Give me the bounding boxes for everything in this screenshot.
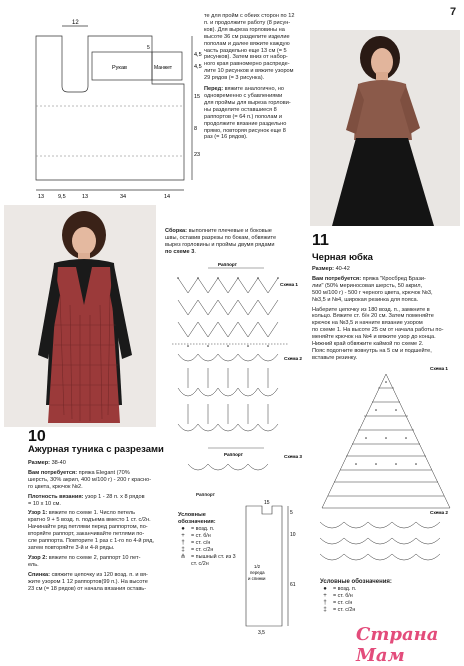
right-label-4: 8: [194, 126, 198, 132]
pattern1-text: вторяйте раппорт, заканчивайте петлями по-: [28, 531, 145, 538]
bottom-label-3: 13: [82, 194, 89, 200]
right-label-2: 4,5: [194, 64, 202, 70]
legend-label: = ст. с/2н: [191, 547, 214, 553]
pattern1-label: Узор 1:: [28, 510, 48, 517]
schematic-label-5: 5: [147, 45, 150, 51]
double-crochet-icon: †: [181, 540, 185, 546]
back-text: жите узором 1 12 раппортов(99 п.). На высоте: [28, 578, 148, 585]
legend-item: [320, 607, 440, 614]
tunic-chart-svg: [168, 258, 308, 484]
size-label: Размер:: [28, 460, 51, 466]
scheme1-label: Схема 1: [280, 282, 298, 287]
skirt-num-5: 5: [290, 510, 293, 516]
legend-title: обозначения:: [178, 519, 216, 525]
instruction-text: вставьте резинку.: [312, 354, 358, 361]
legend-right: [320, 578, 440, 614]
rapport3-label: Раппорт: [196, 492, 215, 497]
materials-text: 500 м/100 г) - 500 г черного цвета, крючок №3,: [312, 289, 433, 296]
rapport-top-label: Раппорт: [218, 262, 237, 267]
skirt-num-61: 61: [290, 582, 296, 588]
size-value: 38-40: [50, 460, 66, 466]
intro-line: часть раздельно еще 13 см (= 5: [204, 47, 287, 54]
assembly-text: выполните плечевые и боковые: [187, 228, 272, 234]
assembly-section: [165, 228, 303, 256]
legend-label: ст. с/2н: [191, 561, 209, 567]
single-crochet-icon: +: [181, 533, 185, 539]
treble-crochet-icon: ‡: [181, 547, 185, 553]
project11-body: [312, 266, 458, 362]
legend-label: = ст. с/н: [191, 540, 211, 546]
intro-column: [204, 13, 308, 141]
tunic-model-photo: [4, 205, 156, 427]
materials-text: №3,5 и №4, широкая резинка для пояса.: [312, 296, 419, 303]
skirt-chart-svg: [312, 362, 460, 572]
intro-line: ного края равномерно распреде-: [204, 61, 290, 68]
skirt-bottom-num: 3,5: [258, 630, 265, 636]
gauge-line: [28, 494, 162, 501]
project11-title: Черная юбка: [312, 252, 373, 263]
tunic-photo-svg: [4, 205, 156, 427]
instruction-text: крючок на №3,5 и начните вязание узором: [312, 320, 423, 327]
skirt-photo-svg: [310, 30, 460, 226]
front-text: раппортов (= 64 п.) пополам и: [204, 113, 283, 120]
legend-title: Условные обозначения:: [320, 579, 392, 585]
intro-line: пополам и далее вяжите каждую: [204, 40, 290, 47]
legend-label: = ст. с/н: [333, 600, 353, 606]
pattern2-line: [28, 555, 162, 562]
assembly-text: швы, оставив разрезы по бокам, обвяжите: [165, 234, 277, 241]
instruction-text: Пояс подогните вовнутрь на 5 см и подшейте,: [312, 347, 432, 354]
instruction-text: кольцо. Вяжите ст. б/н 20 см. Затем поменяйте: [312, 313, 434, 320]
project11-number: 11: [312, 232, 329, 249]
pattern1-text: Начинайте ряд петлями перед раппортом, по-: [28, 524, 148, 531]
front-text: прямо, повторяя рисунок еще 8: [204, 127, 286, 134]
materials-label: Вам потребуется:: [312, 275, 362, 282]
pattern1-text: вяжите по схеме 1. Число петель: [47, 510, 136, 517]
right-label-1: 4,5: [194, 52, 202, 58]
skirt-scheme2-label: Схема 2: [430, 510, 448, 515]
bottom-label-2: 9,5: [58, 194, 66, 200]
legend-label: = возд. п.: [191, 526, 215, 532]
bottom-label-1: 13: [38, 194, 45, 200]
intro-line: лите 10 рисунков и вяжите узором: [204, 68, 294, 75]
assembly-line: [165, 228, 303, 235]
crochet-chart-tunic: [168, 258, 308, 484]
instruction-text: меняйте крючок на №4 и вяжите узор до конца.: [312, 334, 436, 341]
pattern1-text: затем повторяйте 3-й и 4-й ряды.: [28, 544, 115, 551]
back-text: свяжите цепочку из 120 возд. п. и вя-: [50, 571, 148, 578]
pattern1-line: [28, 510, 162, 517]
scheme3-label: Схема 3: [284, 454, 302, 459]
materials-text: го цвета, крючок №2.: [28, 483, 83, 490]
cuff-label: Манжет: [154, 65, 173, 71]
back-line: [28, 572, 162, 579]
assembly-text: вырез горловины и проймы двумя рядами: [165, 241, 275, 248]
project10-title: Ажурная туника с разрезами: [28, 444, 164, 455]
back-label: Спинка:: [28, 571, 51, 578]
chain-stitch-icon: ●: [323, 586, 327, 592]
bottom-label-4: 34: [120, 194, 127, 200]
skirt-num-10: 10: [290, 532, 296, 538]
puff-stitch-icon: ⋔: [180, 554, 186, 560]
materials-line: [312, 276, 458, 283]
site-watermark: Страна Мам: [356, 624, 439, 666]
gauge-text: узор 1 - 28 п. х 8 рядов: [83, 493, 145, 500]
materials-text: лии" (50% мериносовая шерсть, 50 акрил,: [312, 282, 423, 289]
skirt-num-15: 15: [264, 500, 270, 506]
crochet-chart-skirt: [312, 362, 460, 572]
front-text: вяжите аналогично, но: [223, 86, 284, 93]
legend-label: = ст. с/2н: [333, 607, 356, 613]
legend-item: [320, 600, 440, 607]
skirt-label-half: 1/2: [254, 564, 261, 569]
page-number: 7: [450, 6, 457, 18]
materials-line: [28, 470, 162, 477]
skirt-half-schematic: [238, 496, 302, 636]
right-label-5: 23: [194, 152, 201, 158]
intro-line: высоте 36 см разделите изделие: [204, 33, 290, 40]
project10-number: 10: [28, 428, 46, 445]
intro-line: рисунков). Затем вниз от набор-: [204, 54, 288, 61]
intro-line: те для пройм с обеих сторон по 12: [204, 13, 295, 19]
sleeve-label: Рукав: [112, 65, 127, 71]
assembly-text: .: [194, 248, 196, 255]
front-text: одновременно с убавлениями: [204, 92, 283, 99]
front-text: раз (= 16 рядов).: [204, 134, 248, 141]
gauge-label: Плотность вязания:: [28, 493, 84, 500]
legend-title: Условные: [178, 512, 206, 518]
pattern1-text: кратно 9 + 5 возд. п. подъема вместо 1 ст. с/2н.: [28, 517, 151, 524]
instruction-text: по схеме 1. На высоте 25 см от начала работы по-: [312, 327, 444, 334]
skirt-label-front: переда: [250, 570, 265, 575]
legend-label: = пышный ст. из 3: [191, 554, 236, 560]
assembly-heading: Сборка:: [165, 228, 188, 234]
materials-label: Вам потребуется:: [28, 469, 78, 476]
pattern2-text: вяжите по схеме 2, раппорт 10 пет-: [47, 554, 141, 561]
front-text: продолжите вязание раздельно: [204, 120, 287, 127]
double-crochet-icon: †: [323, 600, 327, 606]
legend-item: [320, 586, 440, 593]
legend-label: = возд. п.: [333, 586, 357, 592]
gauge-text: = 10 х 10 см.: [28, 500, 61, 507]
pattern1-text: сле раппорта. Повторите 1 раз с 1-го по 4-й ряд,: [28, 538, 154, 545]
pattern2-label: Узор 2:: [28, 554, 48, 561]
rapport-bottom-label: Раппорт: [224, 452, 243, 457]
bottom-label-5: 14: [164, 194, 171, 200]
back-text: 23 см (= 18 рядов) от начала вязания оставь-: [28, 585, 147, 592]
skirt-half-svg: [238, 496, 302, 636]
skirt-scheme1-label: Схема 1: [430, 366, 448, 371]
single-crochet-icon: +: [323, 593, 327, 599]
materials-text: шерсть, 30% акрил, 400 м/100 г) - 200 г красно-: [28, 476, 152, 483]
front-section: [204, 86, 308, 93]
assembly-link: по схеме 3: [165, 248, 195, 255]
instruction-text: Наберите цепочку из 180 возд. п., замкните в: [312, 306, 430, 313]
chain-stitch-icon: ●: [181, 526, 185, 532]
schematic-top-label: 12: [72, 20, 79, 26]
materials-text: пряжа Elegant (70%: [77, 469, 130, 476]
scheme2-label: Схема 2: [284, 356, 302, 361]
size-value: 40-42: [334, 266, 350, 272]
intro-line: 29 рядов (= 3 рисунка).: [204, 75, 265, 82]
schematic-svg: [2, 6, 202, 202]
legend-item: [320, 593, 440, 600]
size-label: Размер:: [312, 266, 335, 272]
materials-text: пряжа "Кросбред Брази-: [361, 275, 426, 282]
intro-line: ков). Для выреза горловины на: [204, 26, 285, 33]
front-heading: Перед:: [204, 86, 224, 93]
treble-crochet-icon: ‡: [323, 607, 327, 613]
size-line: [312, 266, 458, 273]
skirt-label-back: и спинки: [248, 576, 266, 581]
intro-line: п. и продолжите работу (8 рисун-: [204, 19, 291, 26]
size-line: [28, 460, 162, 467]
instruction-text: Нижний край обвяжите каймой по схеме 2.: [312, 341, 424, 348]
front-text: ны разделите оставшиеся 8: [204, 106, 277, 113]
right-label-3: 15: [194, 94, 201, 100]
front-text: для проймы для выреза горлови-: [204, 99, 291, 106]
legend-label: = ст. б/н: [191, 533, 211, 539]
project10-body: [28, 460, 162, 592]
skirt-model-photo: [310, 30, 460, 226]
pattern2-text: ель.: [28, 561, 39, 568]
garment-schematic: [2, 6, 202, 202]
assembly-line: [165, 249, 303, 256]
legend-label: = ст. б/н: [333, 593, 353, 599]
